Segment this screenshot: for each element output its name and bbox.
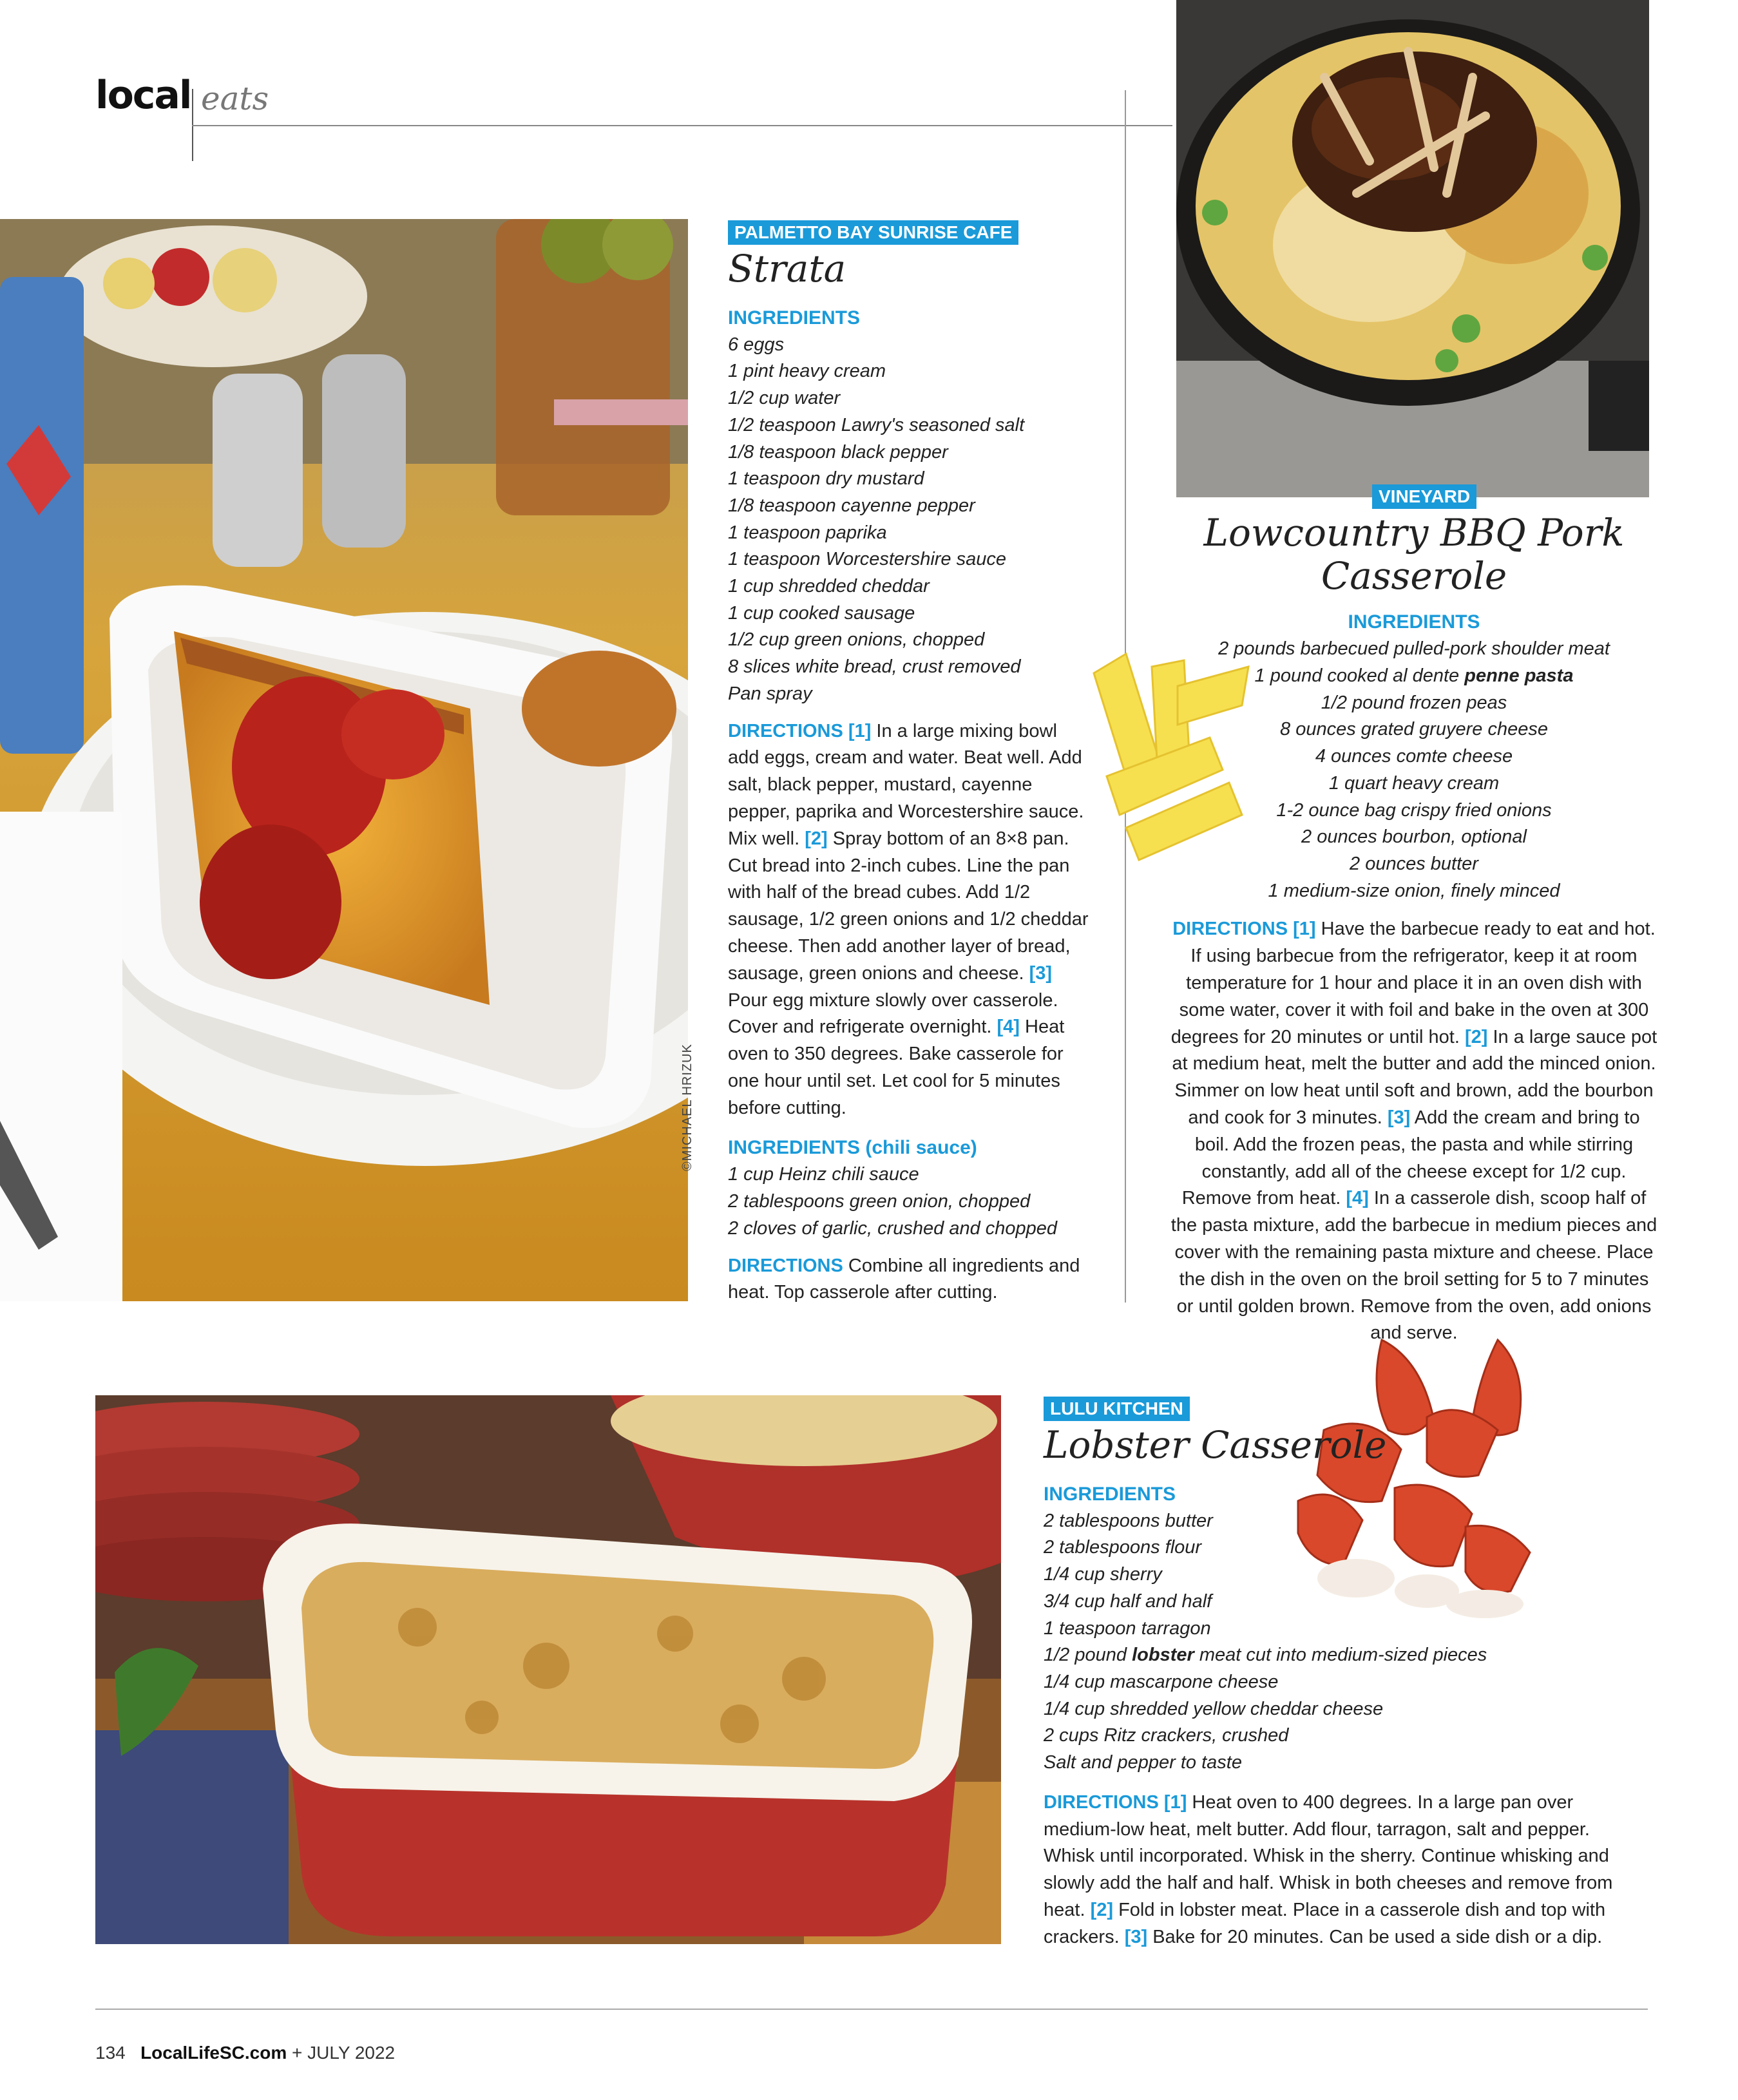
ingredient-item: 1 medium-size onion, finely minced [1268, 880, 1560, 901]
ingredient-item: 1/2 cup green onions, chopped [728, 629, 985, 651]
step-number: [2] [1464, 1026, 1488, 1047]
step-number: [3] [1029, 962, 1053, 984]
strata-ingredients-heading: INGREDIENTS [728, 307, 861, 329]
ingredient-item: 1 quart heavy cream [1328, 772, 1500, 794]
ingredient-highlight: lobster [1132, 1645, 1194, 1666]
ingredient-item: 1 pint heavy cream [728, 361, 886, 382]
ingredient-item: 4 ounces comte cheese [1315, 746, 1513, 767]
ingredient-item: 2 cups Ritz crackers, crushed [1044, 1725, 1289, 1746]
footer-separator: + [292, 2043, 303, 2063]
bbq-tag: VINEYARD [1372, 484, 1476, 509]
directions-label: DIRECTIONS [1044, 1791, 1159, 1813]
chili-sauce-ingredients [728, 1161, 1089, 1242]
step-number: [3] [1124, 1926, 1148, 1947]
ingredient-item: 1/2 pound frozen peas [1321, 692, 1507, 713]
step-number: [4] [997, 1017, 1020, 1038]
ingredient-item: 1/8 teaspoon black pepper [728, 441, 948, 463]
ingredient-item: 1 teaspoon tarragon [1044, 1618, 1211, 1639]
issue-date: JULY 2022 [307, 2043, 396, 2063]
step-number: [2] [805, 828, 828, 849]
chili-sauce-heading: INGREDIENTS (chili sauce) [728, 1137, 977, 1159]
ingredient-item: 2 ounces butter [1350, 854, 1478, 874]
ingredient-item: 1 teaspoon Worcestershire sauce [728, 549, 1006, 570]
section-name: eats [201, 80, 269, 117]
strata-photo [0, 219, 688, 1301]
ingredient-item: 8 slices white bread, crust removed [728, 656, 1021, 678]
bbq-recipe [1160, 484, 1668, 1347]
ingredient-item: 1 pound cooked al dente penne pasta [1254, 665, 1574, 687]
step-number: [3] [1387, 1107, 1411, 1128]
ingredient-item: 2 tablespoons butter [1044, 1510, 1213, 1531]
ingredient-item: 1 cup shredded cheddar [728, 576, 930, 597]
lobster-directions: DIRECTIONS [1] Heat oven to 400 degrees. In a large pan over medium-low heat, melt butter. Add flour, tarragon, salt and pepper. Whisk until incorporated. Whisk in the sherry. Continue whisking and slowly add the half and half. Whisk in both cheeses and remove from heat. [2] Fold in lobster meat. Place in a casserole dish and top with crackers. [3] Bake for 20 minutes. Can be used a side dish or a dip. [1044, 1791, 1613, 1947]
ingredient-highlight: penne pasta [1464, 665, 1574, 687]
ingredient-item: 1 cup cooked sausage [728, 602, 915, 624]
bbq-casserole-photo [1176, 0, 1649, 497]
chili-sauce-directions [728, 1253, 1089, 1307]
ingredient-item: 1 teaspoon paprika [728, 522, 887, 543]
ingredient-item: 1 cup Heinz chili sauce [728, 1164, 919, 1185]
chili-sauce-directions-label: DIRECTIONS [728, 1255, 843, 1276]
footer-rule [95, 2009, 1648, 2010]
ingredient-item: 1/2 cup water [728, 388, 841, 409]
photo-credit: ©MICHAEL HRIZUK [680, 1044, 694, 1171]
bbq-ingredients [1160, 636, 1668, 904]
website-link[interactable]: LocalLifeSC.com [140, 2043, 287, 2063]
ingredient-item: 1/4 cup shredded yellow cheddar cheese [1044, 1698, 1384, 1719]
ingredient-item: 1/2 teaspoon Lawry's seasoned salt [728, 414, 1025, 435]
ingredient-item: 1-2 ounce bag crispy fried onions [1276, 799, 1552, 821]
directions-label: DIRECTIONS [1172, 919, 1288, 940]
ingredient-item: 2 ounces bourbon, optional [1301, 826, 1527, 848]
ingredient-item: 1/4 cup mascarpone cheese [1044, 1671, 1279, 1692]
bbq-title: Lowcountry BBQ Pork Casserole [1203, 511, 1625, 598]
ingredient-item: 2 pounds barbecued pulled-pork shoulder meat [1218, 638, 1610, 660]
bbq-ingredients-heading: INGREDIENTS [1348, 611, 1480, 633]
step-number: [1] [1293, 919, 1316, 940]
page-footer [95, 2044, 395, 2062]
strata-recipe [728, 220, 1089, 1306]
ingredient-item: 1/2 pound lobster meat cut into medium-sized pieces [1044, 1645, 1487, 1666]
step-number: [1] [1163, 1791, 1187, 1813]
ingredient-item: 1/4 cup sherry [1044, 1564, 1162, 1585]
ingredient-item: Pan spray [728, 683, 812, 704]
ingredient-item: 8 ounces grated gruyere cheese [1280, 719, 1548, 740]
strata-ingredients [728, 332, 1089, 708]
lobster-recipe [1044, 1397, 1649, 1951]
lobster-casserole-photo [95, 1395, 1001, 1944]
header-rule [192, 125, 1172, 126]
lobster-ingredients-heading: INGREDIENTS [1044, 1483, 1176, 1505]
step-number: [1] [848, 720, 872, 741]
chili-sauce-directions-text: Combine all ingredients and heat. Top casserole after cutting. [728, 1255, 1080, 1303]
ingredient-item: 3/4 cup half and half [1044, 1590, 1212, 1612]
strata-directions: DIRECTIONS [1] In a large mixing bowl add eggs, cream and water. Beat well. Add salt, black pepper, mustard, cayenne pepper, paprika and Worcestershire sauce. Mix well. [2] Spray bottom of an 8×8 pan. Cut bread into 2-inch cubes. Line the pan with half of the bread cubes. Add 1/2 sausage, 1/2 green onions and 1/2 cheddar cheese. Then add another layer of bread, sausage, green onions and cheese. [3] Pour egg mixture slowly over casserole. Cover and refrigerate overnight. [4] Heat oven to 350 degrees. Bake casserole for one hour until set. Let cool for 5 minutes before cutting. [728, 720, 1089, 1118]
ingredient-item: Salt and pepper to taste [1044, 1752, 1242, 1773]
strata-tag: PALMETTO BAY SUNRISE CAFE [728, 220, 1018, 245]
directions-label: DIRECTIONS [728, 720, 843, 741]
ingredient-item: 1 teaspoon dry mustard [728, 468, 924, 490]
step-number: [4] [1346, 1188, 1369, 1209]
ingredient-item: 2 cloves of garlic, crushed and chopped [728, 1217, 1058, 1239]
ingredient-item: 2 tablespoons flour [1044, 1537, 1202, 1558]
lobster-tag: LULU KITCHEN [1044, 1397, 1190, 1421]
bbq-directions: DIRECTIONS [1] Have the barbecue ready to eat and hot. If using barbecue from the refrigerator, keep it at room temperature for 1 hour and place it in an oven dish with some water, cover it with foil and bake in the oven at 300 degrees for 20 minutes or until hot. [2] In a large sauce pot at medium heat, melt the butter and add the minced onion. Simmer on low heat until soft and brown, add the bourbon and cook for 3 minutes. [3] Add the cream and bring to boil. Add the frozen peas, the pasta and while stirring constantly, add all of the cheese except for 1/2 cup. Remove from heat. [4] In a casserole dish, scoop half of the pasta mixture, add the barbecue in medium pieces and cover with the remaining pasta mixture and cheese. Place the dish in the oven on the broil setting for 5 to 7 minutes or until golden brown. Remove from the oven, add onions and serve. [1170, 919, 1657, 1344]
lobster-title: Lobster Casserole [1044, 1423, 1387, 1467]
strata-title: Strata [728, 247, 846, 291]
lobster-ingredients [1044, 1508, 1649, 1777]
step-number: [2] [1090, 1899, 1114, 1920]
ingredient-item: 2 tablespoons green onion, chopped [728, 1191, 1031, 1212]
magazine-brand: local [95, 73, 191, 118]
page-number: 134 [95, 2043, 126, 2063]
ingredient-item: 1/8 teaspoon cayenne pepper [728, 495, 975, 516]
ingredient-item: 6 eggs [728, 334, 785, 355]
